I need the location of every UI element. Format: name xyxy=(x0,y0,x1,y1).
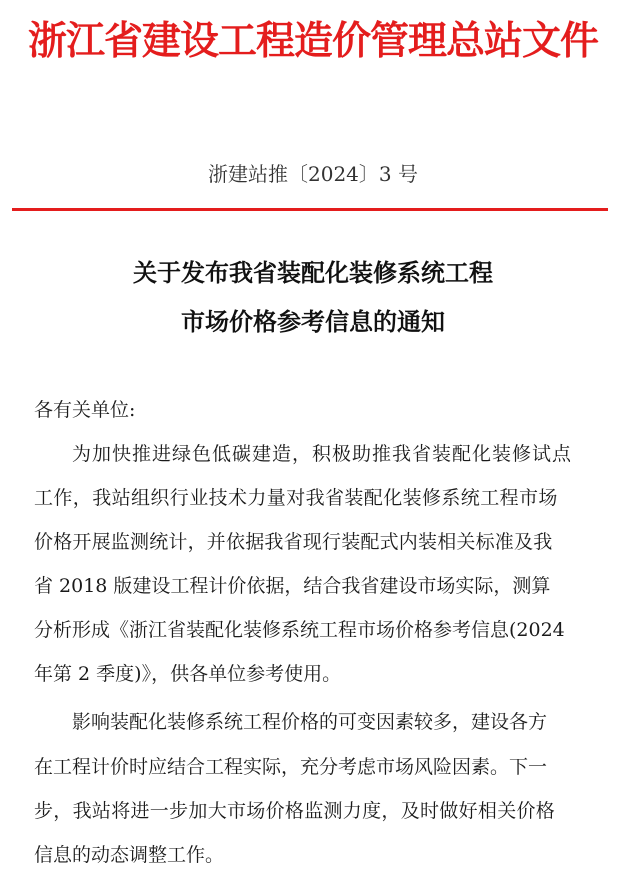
red-divider-line xyxy=(12,208,608,211)
salutation: 各有关单位: xyxy=(34,399,136,421)
paragraph-line: 信息的动态调整工作。 xyxy=(34,844,225,866)
document-number: 浙建站推〔2024〕3 号 xyxy=(208,162,418,186)
paragraph-line: 分析形成《浙江省装配化装修系统工程市场价格参考信息(2024 xyxy=(34,619,565,641)
document-masthead: 浙江省建设工程造价管理总站文件 xyxy=(27,19,598,64)
paragraph-line: 影响装配化装修系统工程价格的可变因素较多，建设各方 xyxy=(72,711,548,733)
paragraph-line: 为加快推进绿色低碳建造，积极助推我省装配化装修试点 xyxy=(72,443,573,465)
notice-title-line-2: 市场价格参考信息的通知 xyxy=(181,308,445,336)
paragraph-line: 工作，我站组织行业技术力量对我省装配化装修系统工程市场 xyxy=(34,487,558,509)
paragraph-line: 年第 2 季度)》，供各单位参考使用。 xyxy=(34,663,342,685)
paragraph-line: 价格开展监测统计，并依据我省现行装配式内装相关标准及我 xyxy=(34,531,553,553)
paragraph-line: 在工程计价时应结合工程实际，充分考虑市场风险因素。下一 xyxy=(34,756,548,778)
paragraph-line: 步，我站将进一步加大市场价格监测力度，及时做好相关价格 xyxy=(34,800,556,822)
notice-title-line-1: 关于发布我省装配化装修系统工程 xyxy=(133,259,493,287)
paragraph-line: 省 2018 版建设工程计价依据，结合我省建设市场实际，测算 xyxy=(34,575,551,597)
